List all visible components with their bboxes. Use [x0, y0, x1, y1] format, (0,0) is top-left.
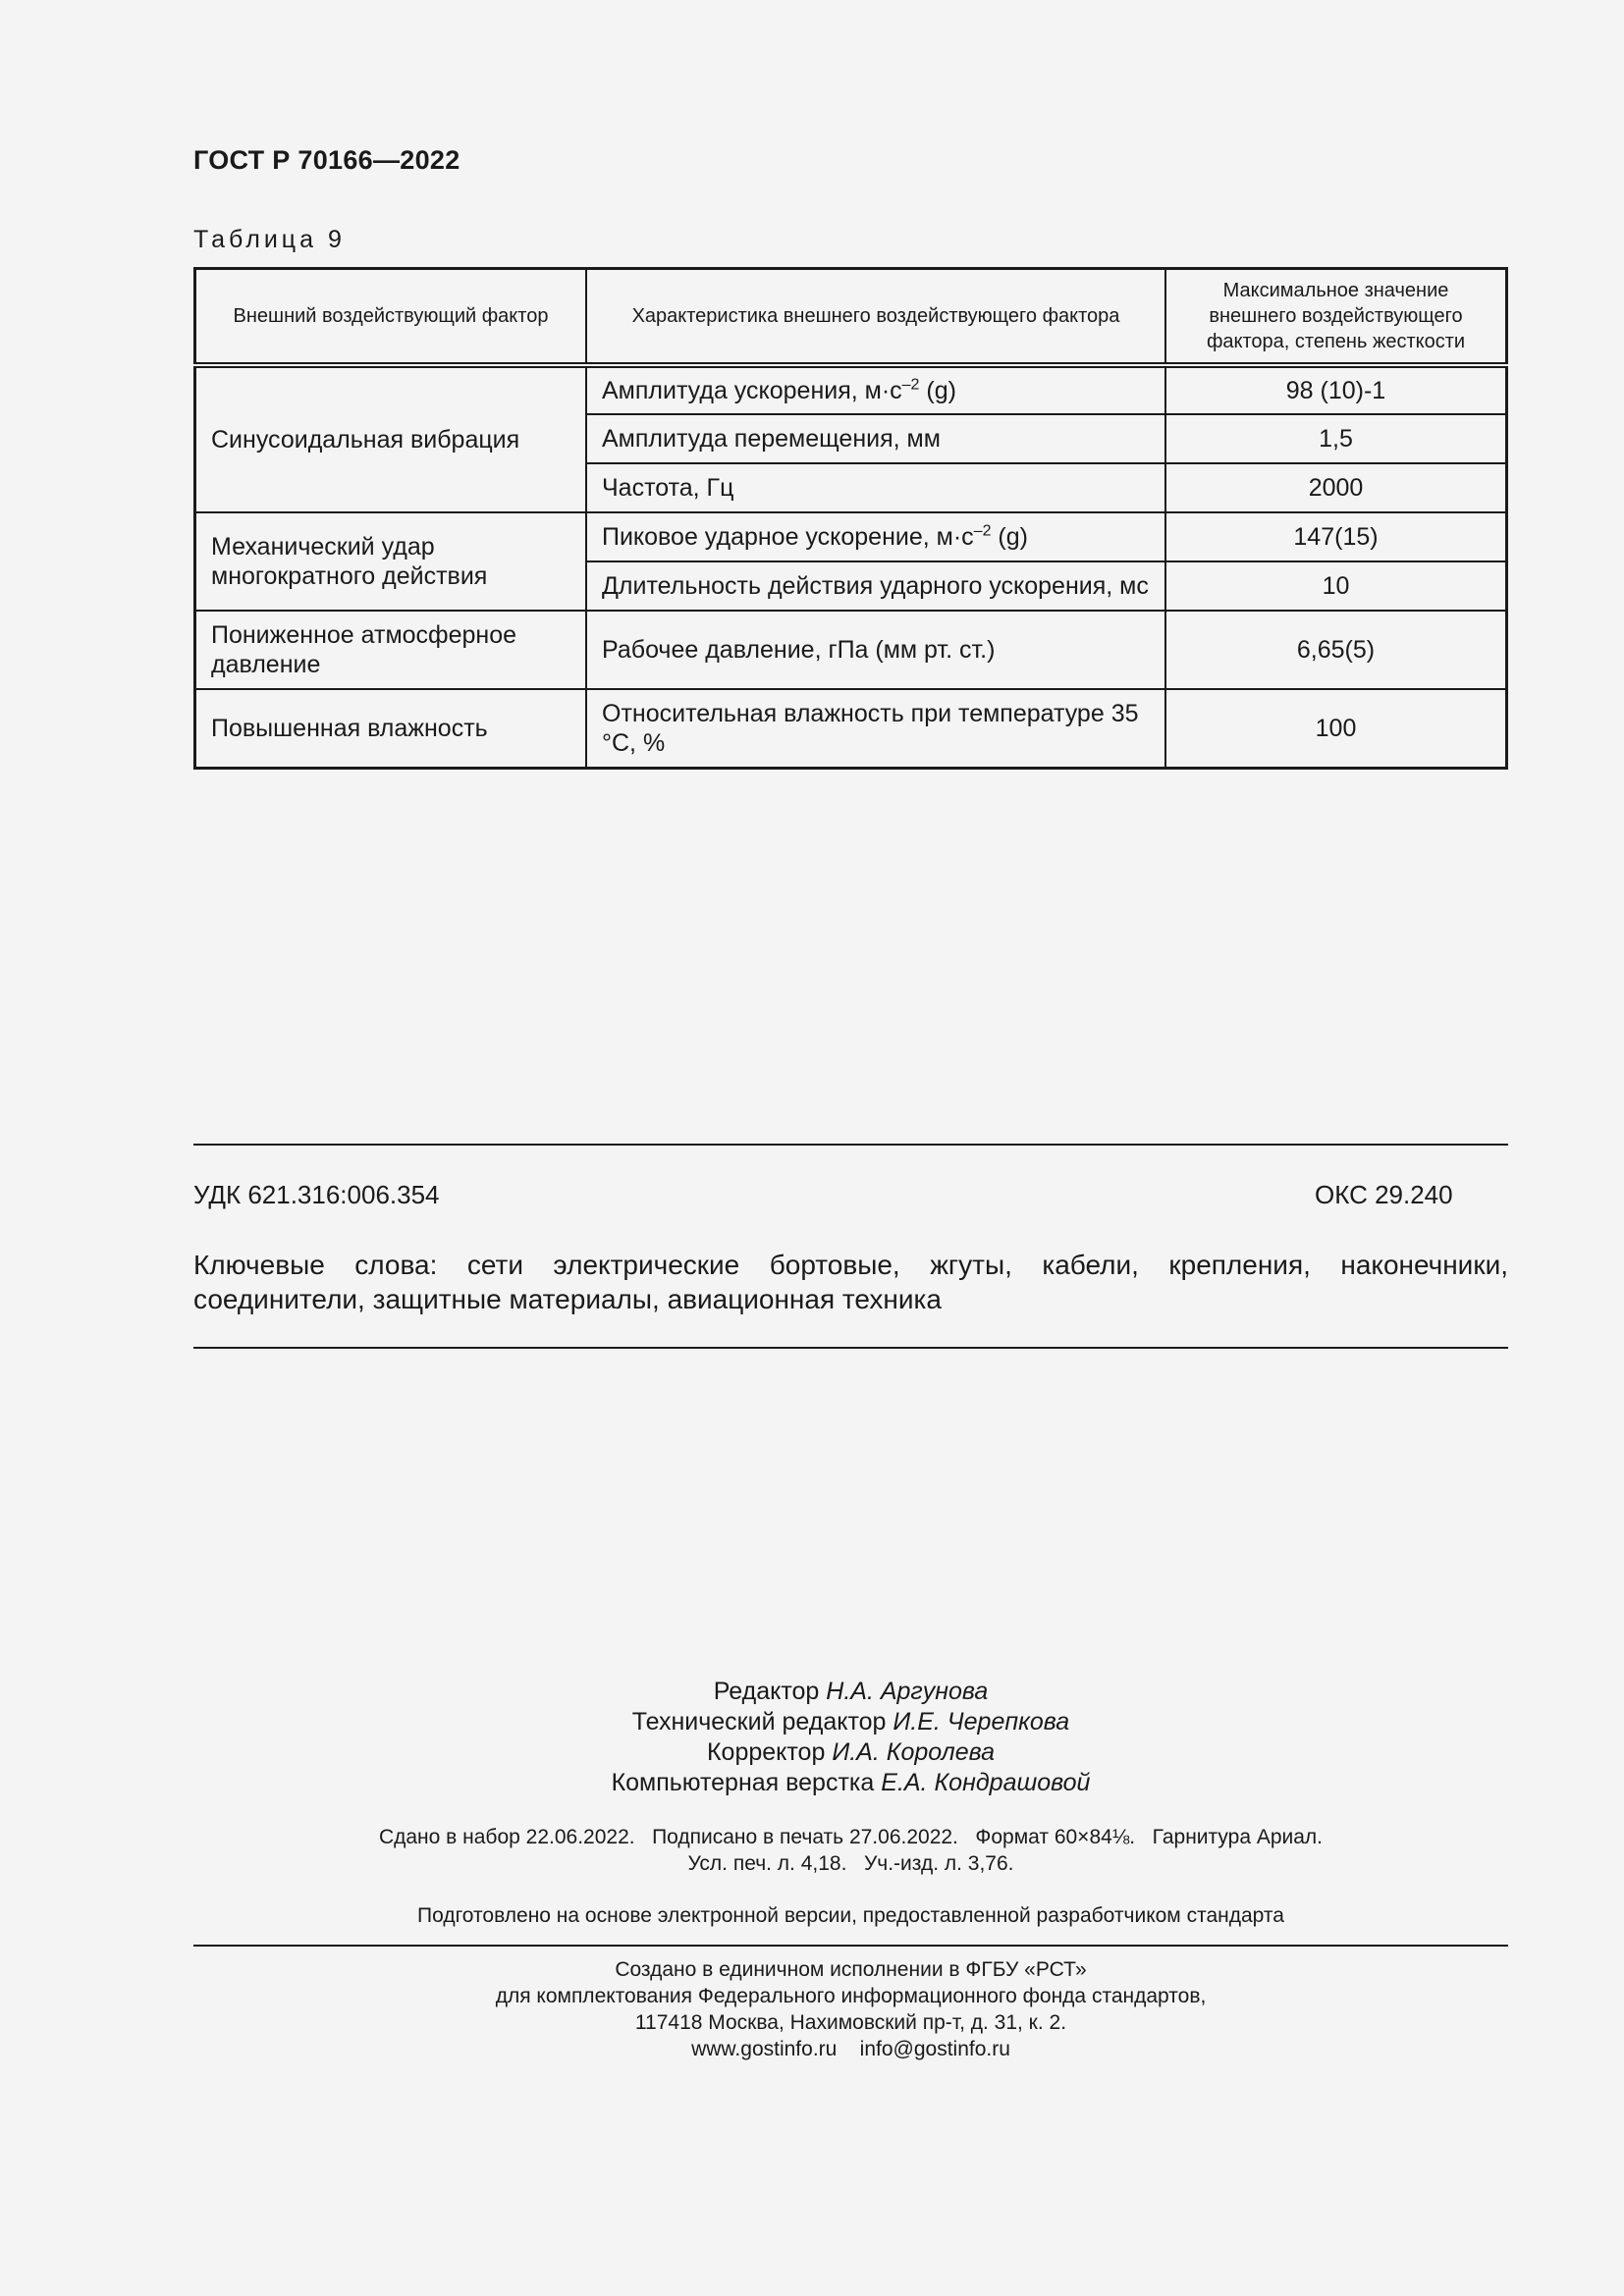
characteristic-cell: Длительность действия ударного ускорения, мс	[586, 561, 1165, 611]
factor-cell: Повышенная влажность	[195, 689, 587, 768]
credit-editor	[193, 1677, 1508, 1707]
factor-cell: Синусоидальная вибрация	[195, 365, 587, 512]
credit-role: Корректор	[706, 1738, 826, 1766]
divider-top	[193, 1144, 1508, 1146]
credit-role: Компьютерная верстка	[611, 1769, 875, 1796]
table-row	[195, 611, 1507, 689]
characteristic-cell: Частота, Гц	[586, 463, 1165, 512]
value-cell: 2000	[1165, 463, 1507, 512]
characteristic-cell: Относительная влажность при температуре 35 °С, %	[586, 689, 1165, 768]
credit-person: И.Е. Черепкова	[893, 1708, 1070, 1735]
udc-code: УДК 621.316:006.354	[193, 1180, 440, 1209]
table-header-row	[195, 269, 1507, 366]
header-max-value: Максимальное значение внешнего воздействующего фактора, степень жесткости	[1165, 269, 1507, 366]
value-cell: 6,65(5)	[1165, 611, 1507, 689]
document-code: ГОСТ Р 70166—2022	[193, 145, 460, 175]
imprint-line: Усл. печ. л. 4,18. Уч.-изд. л. 3,76.	[687, 1852, 1014, 1875]
credit-person: Н.А. Аргунова	[826, 1678, 989, 1705]
credit-tech-editor	[193, 1707, 1508, 1737]
publisher-block	[193, 1956, 1508, 2062]
publisher-links: www.gostinfo.ru info@gostinfo.ru	[691, 2038, 1010, 2060]
credit-proofreader	[193, 1737, 1508, 1768]
external-factors-table	[193, 267, 1508, 770]
credit-layout	[193, 1768, 1508, 1798]
characteristic-unit: (g)	[991, 523, 1028, 551]
credit-person: И.А. Королева	[832, 1738, 996, 1766]
imprint-block	[193, 1824, 1508, 1877]
header-factor: Внешний воздействующий фактор	[195, 269, 587, 366]
table-caption: Таблица 9	[193, 226, 346, 253]
table-row	[195, 512, 1507, 561]
characteristic-cell	[586, 512, 1165, 561]
factor-cell: Пониженное атмосферное давление	[195, 611, 587, 689]
value-cell: 10	[1165, 561, 1507, 611]
characteristic-cell: Амплитуда перемещения, мм	[586, 414, 1165, 463]
header-characteristic: Характеристика внешнего воздействующего фактора	[586, 269, 1165, 366]
table-row	[195, 689, 1507, 768]
oks-code: ОКС 29.240	[1315, 1180, 1453, 1209]
value-cell: 100	[1165, 689, 1507, 768]
prepared-note: Подготовлено на основе электронной версии, предоставленной разработчиком стандарта	[417, 1904, 1284, 1927]
table-row	[195, 365, 1507, 414]
publisher-line: для комплектования Федерального информационного фонда стандартов,	[495, 1985, 1207, 2007]
exponent: –2	[901, 376, 920, 394]
keywords-text: Ключевые слова: сети электрические бортовые, жгуты, кабели, крепления, наконечники, соединители, защитные материалы, авиационная техника	[193, 1250, 1508, 1314]
value-cell: 98 (10)-1	[1165, 365, 1507, 414]
characteristic-cell	[586, 365, 1165, 414]
characteristic-cell: Рабочее давление, гПа (мм рт. ст.)	[586, 611, 1165, 689]
exponent: –2	[973, 522, 992, 540]
divider-bottom	[193, 1945, 1508, 1947]
characteristic-text: Пиковое ударное ускорение, м·с	[602, 523, 974, 551]
credits-block	[193, 1677, 1508, 1798]
value-cell: 1,5	[1165, 414, 1507, 463]
credit-person: Е.А. Кондрашовой	[881, 1769, 1091, 1796]
imprint-line: Сдано в набор 22.06.2022. Подписано в печать 27.06.2022. Формат 60×84⅛. Гарнитура Ариал.	[378, 1826, 1324, 1848]
characteristic-text: Амплитуда ускорения, м·с	[602, 377, 902, 404]
divider-keywords	[193, 1347, 1508, 1349]
value-cell: 147(15)	[1165, 512, 1507, 561]
credit-role: Технический редактор	[631, 1708, 887, 1735]
publisher-line: Создано в единичном исполнении в ФГБУ «РСТ»	[615, 1958, 1087, 1981]
characteristic-unit: (g)	[919, 377, 956, 404]
publisher-address: 117418 Москва, Нахимовский пр-т, д. 31, к. 2.	[634, 2011, 1067, 2034]
factor-cell: Механический удар многократного действия	[195, 512, 587, 611]
credit-role: Редактор	[713, 1678, 820, 1705]
